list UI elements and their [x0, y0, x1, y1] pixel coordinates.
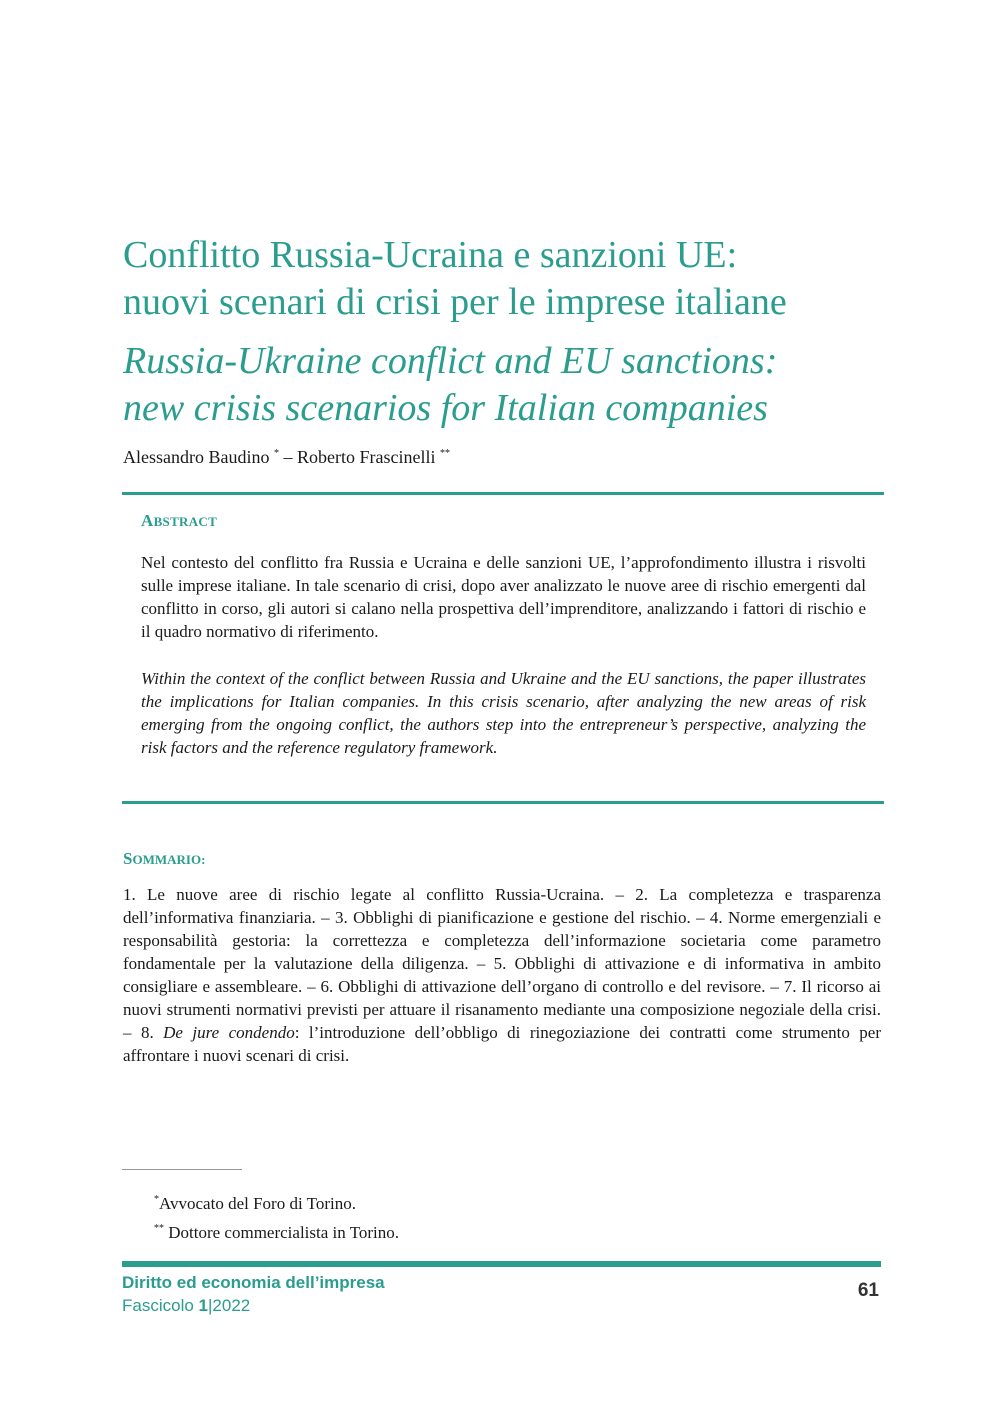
title-italian: [123, 232, 903, 326]
author-separator: –: [278, 447, 297, 467]
author-footnote-mark-2[interactable]: **: [439, 448, 450, 459]
footnote-2: ** Dottore commercialista in Torino.: [154, 1223, 400, 1242]
sommario-italic-phrase: De jure condendo: [163, 1023, 295, 1042]
issue-info: Fascicolo 1|2022: [122, 1296, 251, 1315]
footnote-separator: [122, 1169, 242, 1170]
footnote-1: *Avvocato del Foro di Torino.: [154, 1194, 356, 1213]
abstract-bottom-rule: [122, 801, 884, 804]
author-footnote-mark-1[interactable]: *: [273, 448, 279, 459]
abstract-heading: ABSTRACT: [141, 511, 218, 530]
title-english-line1: Russia-Ukraine conflict and EU sanctions:: [123, 340, 778, 382]
author-name-2: Roberto Frascinelli: [296, 447, 436, 467]
footer-bar: [122, 1261, 881, 1267]
sommario-text: 1. Le nuove aree di rischio legate al conflitto Russia-Ucraina. – 2. La completezza e trasparenza dell’informativa finanziaria. – 3. Obblighi di pianificazione e gestione del rischio. – 4. Norme emergenziali e responsabilità gestoria: la correttezza e completezza dell’informazione societaria come parametro fondamentale per la valutazione della diligenza. – 5. Obblighi di attivazione e di informativa in ambito consigliare e assembleare. – 6. Obblighi di attivazione dell’organo di controllo e del revisore. – 7. Il ricorso ai nuovi strumenti normativi previsti per attuare il risanamento mediante una composizione negoziale della crisi. – 8. De jure condendo: l’introduzione dell’obbligo di rinegoziazione dei contratti come strumento per affrontare i nuovi scenari di crisi.: [123, 885, 882, 1065]
abstract-top-rule: [122, 492, 884, 495]
title-english: [123, 338, 903, 432]
abstract-italian: Nel contesto del conflitto fra Russia e Ucraina e delle sanzioni UE, l’approfondimento illustra i risvolti sulle imprese italiane. In tale scenario di crisi, dopo aver analizzato le nuove aree di rischio emergenti dal conflitto in corso, gli autori si calano nella prospettiva dell’imprenditore, analizzando i fattori di rischio e il quadro normativo di riferimento.: [141, 553, 866, 641]
author-name-1: Alessandro Baudino: [123, 447, 270, 467]
title-english-line2: new crisis scenarios for Italian companies: [123, 387, 768, 429]
footnote-mark-1: *: [154, 1194, 159, 1205]
journal-name: Diritto ed economia dell’impresa: [122, 1273, 385, 1292]
sommario-heading: SOMMARIO:: [123, 849, 206, 868]
title-italian-line1: Conflitto Russia-Ucraina e sanzioni UE:: [123, 234, 738, 276]
page-number: 61: [857, 1280, 879, 1301]
title-italian-line2: nuovi scenari di crisi per le imprese italiane: [123, 281, 787, 323]
abstract-english: Within the context of the conflict between Russia and Ukraine and the EU sanctions, the paper illustrates the implications for Italian companies. In this crisis scenario, after analyzing the new areas of risk emerging from the ongoing conflict, the authors step into the entrepreneur’s perspective, analyzing the risk factors and the reference regulatory framework.: [141, 669, 866, 757]
authors: [123, 442, 450, 469]
footnote-mark-2: **: [154, 1223, 164, 1234]
